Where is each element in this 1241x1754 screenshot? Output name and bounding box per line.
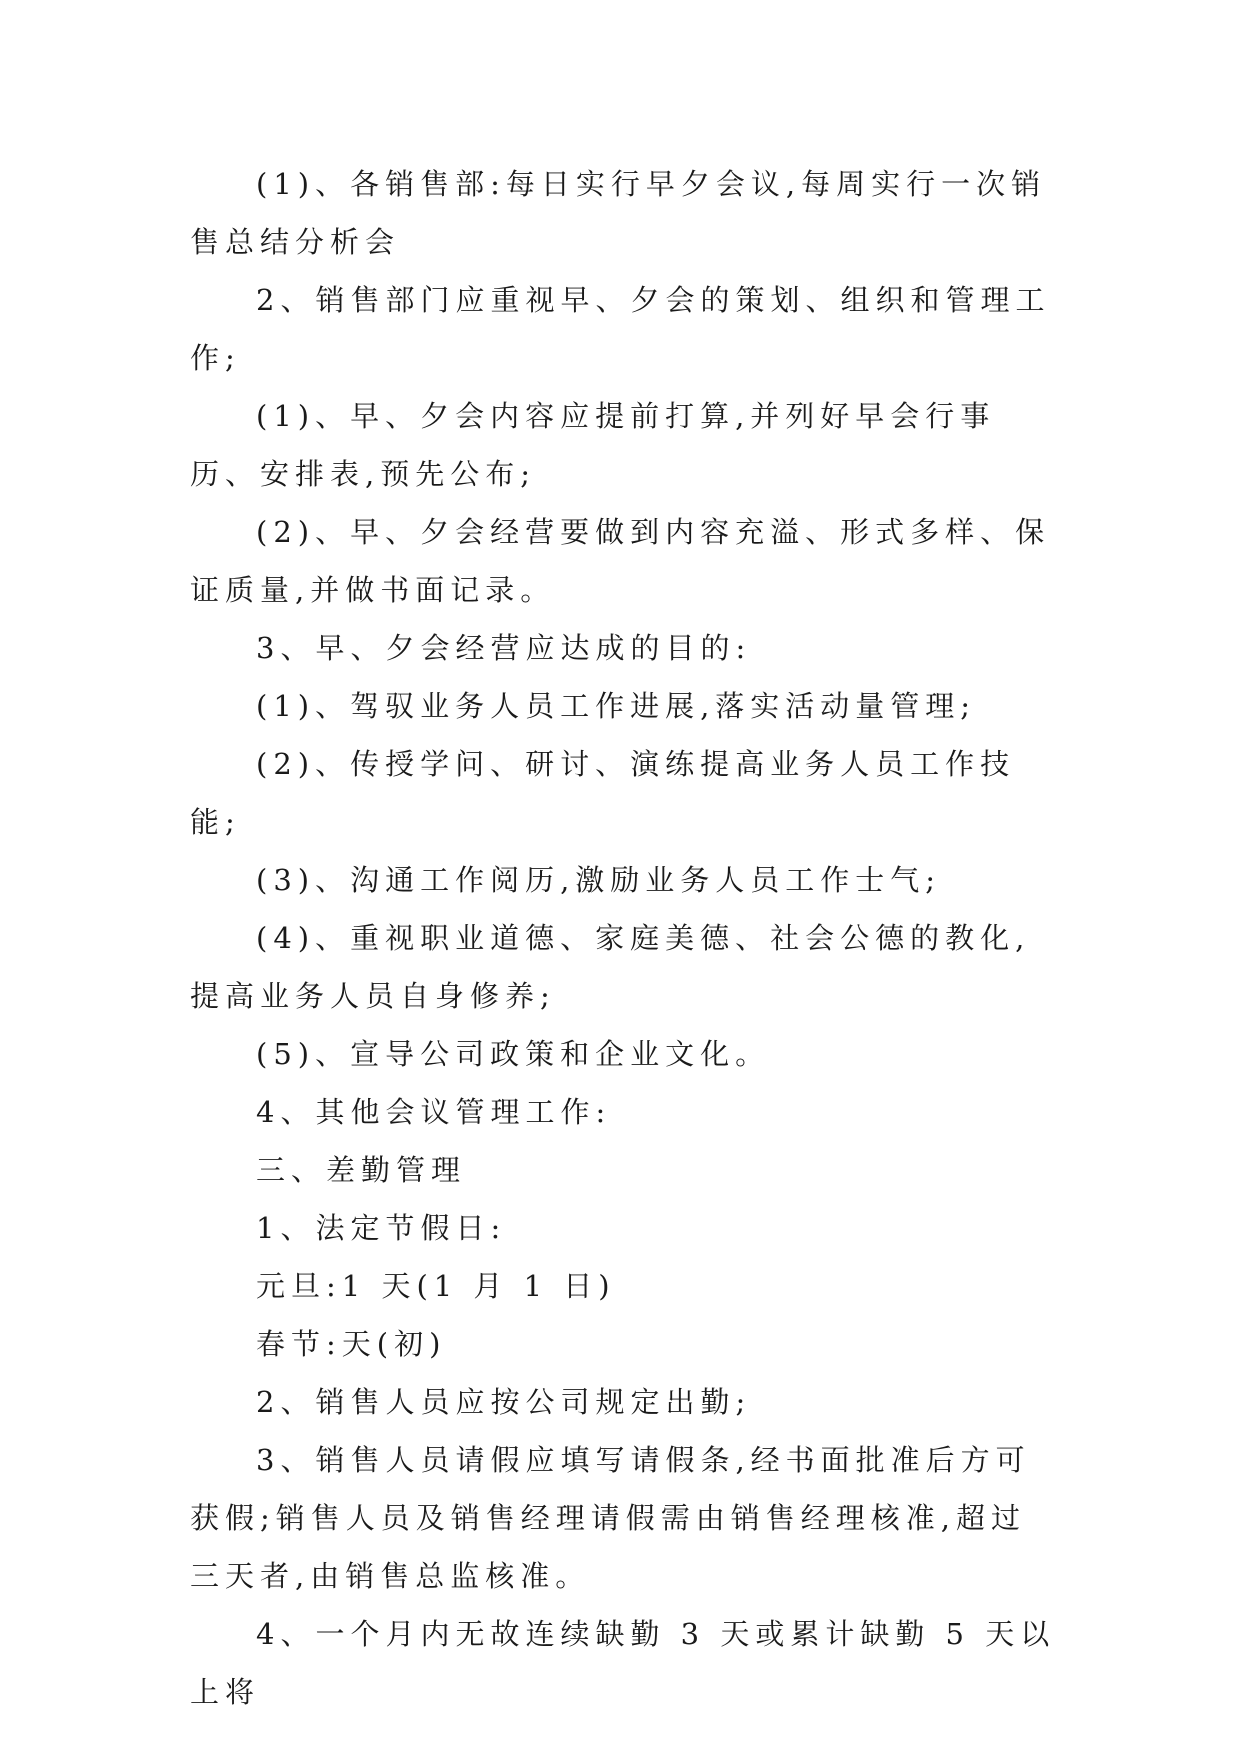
paragraph: (1)、各销售部:每日实行早夕会议,每周实行一次销售总结分析会 (190, 167, 1047, 259)
section-heading: 三、差勤管理 (256, 1153, 467, 1187)
paragraph: 春节:天(初) (256, 1327, 447, 1361)
paragraph: (3)、沟通工作阅历,激励业务人员工作士气; (256, 863, 942, 897)
paragraph: 元旦:1 天(1 月 1 日) (256, 1269, 616, 1303)
paragraph: 2、销售部门应重视早、夕会的策划、组织和管理工作; (190, 283, 1051, 375)
paragraph: 3、销售人员请假应填写请假条,经书面批准后方可获假;销售人员及销售经理请假需由销售经理核准,超过三天者,由销售总监核准。 (190, 1443, 1031, 1593)
paragraph: (1)、驾驭业务人员工作进展,落实活动量管理; (256, 689, 977, 723)
document-body (190, 155, 1060, 1721)
paragraph: (2)、早、夕会经营要做到内容充溢、形式多样、保证质量,并做书面记录。 (190, 515, 1051, 607)
paragraph: 4、其他会议管理工作: (256, 1095, 612, 1129)
paragraph: (1)、早、夕会内容应提前打算,并列好早会行事历、安排表,预先公布; (190, 399, 996, 491)
paragraph: 3、早、夕会经营应达成的目的: (256, 631, 752, 665)
paragraph: 4、一个月内无故连续缺勤 3 天或累计缺勤 5 天以上将 (190, 1617, 1056, 1709)
paragraph: (5)、宣导公司政策和企业文化。 (256, 1037, 771, 1071)
paragraph: 1、法定节假日: (256, 1211, 507, 1245)
paragraph: (4)、重视职业道德、家庭美德、社会公德的教化,提高业务人员自身修养; (190, 921, 1031, 1013)
paragraph: (2)、传授学问、研讨、演练提高业务人员工作技能; (190, 747, 1016, 839)
paragraph: 2、销售人员应按公司规定出勤; (256, 1385, 752, 1419)
